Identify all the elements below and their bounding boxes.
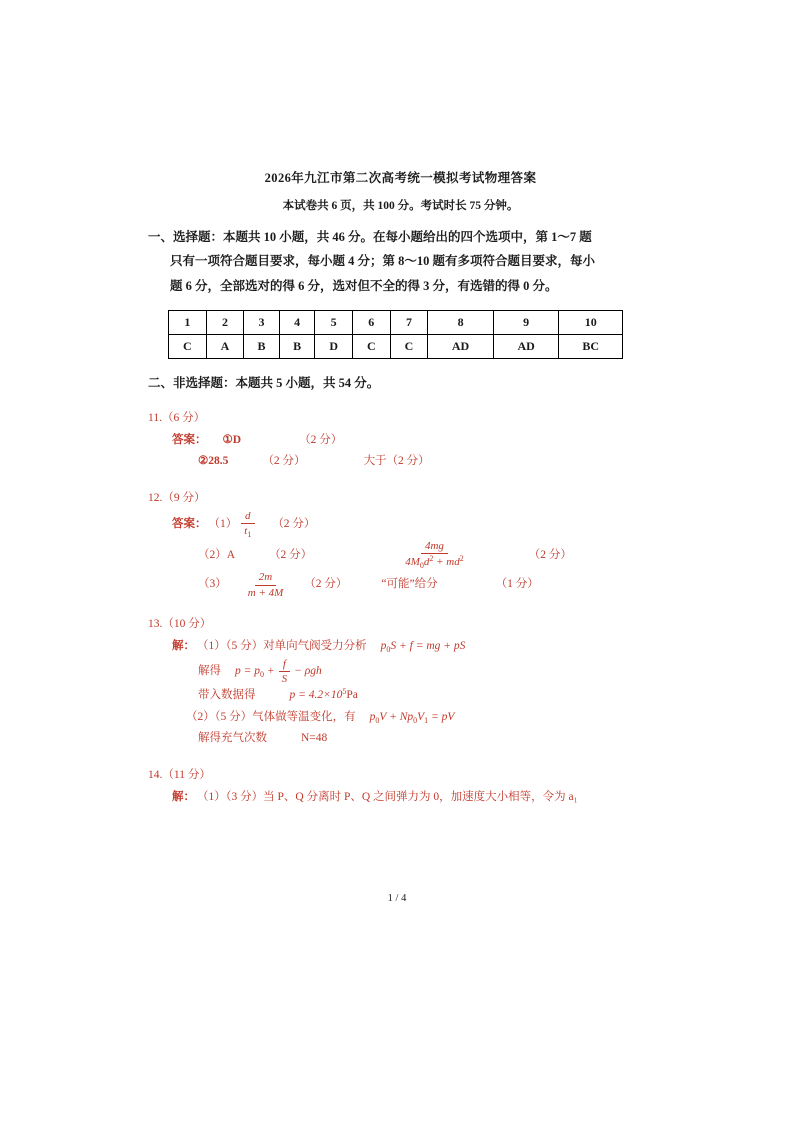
answer-score: （2 分） xyxy=(304,578,348,591)
formula-p-solution: $p = p_0$ + $\frac{f}{S}$ − ρgh xyxy=(235,657,322,685)
table-answer-cell: AD xyxy=(428,335,494,359)
answer-score: （1 分） xyxy=(495,578,539,591)
answer-item: 大于（2 分） xyxy=(363,455,430,468)
answer-line-13-2 xyxy=(148,658,653,686)
answer-score: （2 分） xyxy=(269,548,313,561)
question-number-14: 14.（11 分） xyxy=(148,768,211,781)
table-row-headers xyxy=(169,311,623,335)
table-header-cell: 9 xyxy=(493,311,559,335)
table-answer-cell: B xyxy=(244,335,280,359)
table-header-cell: 6 xyxy=(352,311,390,335)
formula-isothermal: $p_0V + Np_0V_1$ = pV xyxy=(369,710,455,725)
answer-score: （2 分） xyxy=(262,455,306,468)
section1-body-line1: 本题共 10 小题，共 46 分。在每小题给出的四个选项中，第 1～7 题 xyxy=(223,230,592,244)
formula-d-over-t1: $\frac{d}{t_1}$ xyxy=(240,510,255,540)
table-header-cell: 2 xyxy=(206,311,244,335)
document-content xyxy=(148,168,653,812)
answer-score: （2 分） xyxy=(299,434,343,447)
section1-body-line3-row xyxy=(148,274,653,298)
answer-item: 解得 xyxy=(198,664,221,677)
exam-subtitle: 本试卷共 6 页，共 100 分。考试时长 75 分钟。 xyxy=(282,200,519,212)
table-answer-cell: C xyxy=(352,335,390,359)
table-header-cell: 7 xyxy=(390,311,428,335)
question-block-12 xyxy=(148,489,653,599)
answer-line-13-4 xyxy=(148,707,653,729)
answer-item: （2）A xyxy=(198,548,236,561)
answer-line-12-3 xyxy=(148,571,653,599)
answer-item: 解得充气次数 xyxy=(198,732,267,745)
section1-heading-label: 一、选择题： xyxy=(148,230,224,244)
table-answer-cell: C xyxy=(169,335,207,359)
answer-line-14-1 xyxy=(148,787,653,808)
table-answer-cell: AD xyxy=(493,335,559,359)
answer-item: （3） xyxy=(198,578,227,591)
question-block-11 xyxy=(148,409,653,473)
answer-item: ①D xyxy=(222,434,242,447)
answer-item: “可能”给分 xyxy=(381,578,438,591)
answer-value-N: N=48 xyxy=(301,732,328,745)
table-header-cell: 4 xyxy=(279,311,315,335)
answer-item: （1） xyxy=(208,518,238,531)
section2-heading-label: 二、非选择题： xyxy=(148,376,236,391)
section1-body-line2: 只有一项符合题目要求，每小题 4 分；第 8～10 题有多项符合题目要求，每小 xyxy=(170,254,596,269)
table-answer-cell: B xyxy=(279,335,315,359)
table-header-cell: 10 xyxy=(559,311,623,335)
answer-label: 答案： xyxy=(172,434,207,447)
formula-4mg-over-4M0d2-plus-md2: $\frac{4mg}{4M_0d^2 + md^2}$ xyxy=(405,539,464,571)
table-answer-cell: C xyxy=(390,335,428,359)
page-title: 2026年九江市第二次高考统一模拟考试物理答案 xyxy=(264,171,537,185)
answer-item: （1）（3 分）当 P、Q 分离时 P、Q 之间弹力为 0，加速度大小相等，令为 a₁ xyxy=(197,790,578,803)
table-header-cell: 5 xyxy=(315,311,353,335)
answer-line-13-5 xyxy=(148,728,653,749)
answer-line-11-2 xyxy=(148,451,653,472)
table-header-cell: 8 xyxy=(428,311,494,335)
section-noncho ice-heading xyxy=(148,373,653,391)
table-header-cell: 3 xyxy=(244,311,280,335)
section2-body: 本题共 5 小题，共 54 分。 xyxy=(235,376,380,391)
question-number-13: 13.（10 分） xyxy=(148,617,212,630)
question-block-13 xyxy=(148,615,653,750)
answer-item: ②28.5 xyxy=(198,455,229,468)
answer-table xyxy=(168,310,623,359)
page-footer: 1 / 4 xyxy=(387,893,407,904)
table-answer-cell: BC xyxy=(559,335,623,359)
question-block-14 xyxy=(148,766,653,808)
answer-line-12-1 xyxy=(148,510,653,540)
question-number-11: 11.（6 分） xyxy=(148,412,206,425)
table-answer-cell: A xyxy=(206,335,244,359)
answer-score: （2 分） xyxy=(528,548,572,561)
formula-pressure-balance: $p_0S + f$ = mg + pS xyxy=(380,639,466,654)
answer-label: 答案： xyxy=(172,518,207,531)
answer-item: （2）（5 分）气体做等温变化，有 xyxy=(186,710,356,723)
answer-score: （2 分） xyxy=(272,518,316,531)
answer-line-12-2 xyxy=(148,540,653,571)
answer-line-13-1 xyxy=(148,636,653,658)
answer-line-13-3 xyxy=(148,685,653,706)
formula-p-value: $p = 4.2\times 10^5Pa$ xyxy=(289,687,358,702)
table-header-cell: 1 xyxy=(169,311,207,335)
answer-item: （1）（5 分）对单向气阀受力分析 xyxy=(197,640,367,653)
answer-line-11-1 xyxy=(148,430,653,451)
answer-label: 解： xyxy=(172,640,195,653)
answer-label: 解： xyxy=(172,790,195,803)
question-number-12: 12.（9 分） xyxy=(148,491,206,504)
table-answer-cell: D xyxy=(315,335,353,359)
section1-body-line3: 题 6 分，全部选对的得 6 分，选对但不全的得 3 分，有选错的得 0 分。 xyxy=(170,278,558,293)
table-row-answers xyxy=(169,335,623,359)
answer-item: 带入数据得 xyxy=(198,689,256,702)
formula-2m-over-m-plus-4M: $\frac{2m}{m + 4M}$ xyxy=(247,571,284,599)
section1-body-line2-row xyxy=(148,249,653,273)
section-choice-heading xyxy=(148,225,653,249)
